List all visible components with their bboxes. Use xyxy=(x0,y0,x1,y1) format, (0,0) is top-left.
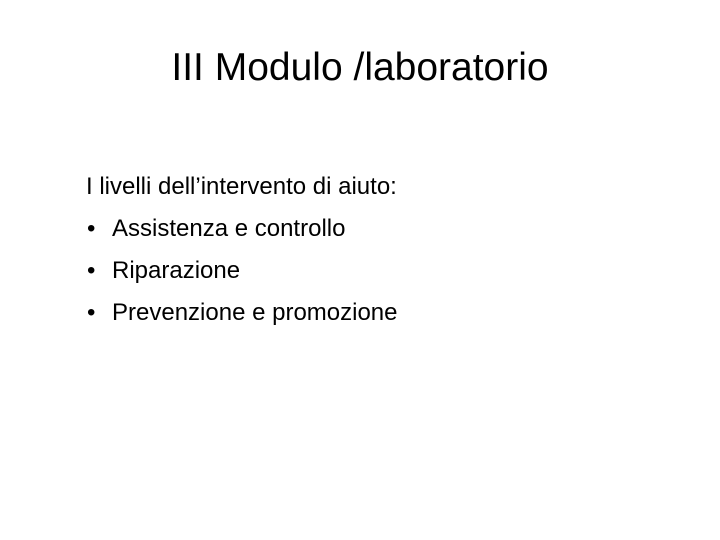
bullet-list xyxy=(86,208,686,334)
bullet-icon: • xyxy=(87,257,96,284)
bullet-item-assistenza xyxy=(86,208,686,250)
slide-body xyxy=(86,166,686,334)
bullet-text: Assistenza e controllo xyxy=(112,215,346,242)
bullet-text: Prevenzione e promozione xyxy=(112,299,398,326)
intro-text: I livelli dell’intervento di aiuto: xyxy=(86,173,397,200)
bullet-icon: • xyxy=(87,215,96,242)
bullet-item-prevenzione xyxy=(86,292,686,334)
bullet-icon: • xyxy=(87,299,96,326)
bullet-text: Riparazione xyxy=(112,257,241,284)
slide-title: III Modulo /laboratorio xyxy=(171,46,549,89)
bullet-item-riparazione xyxy=(86,250,686,292)
